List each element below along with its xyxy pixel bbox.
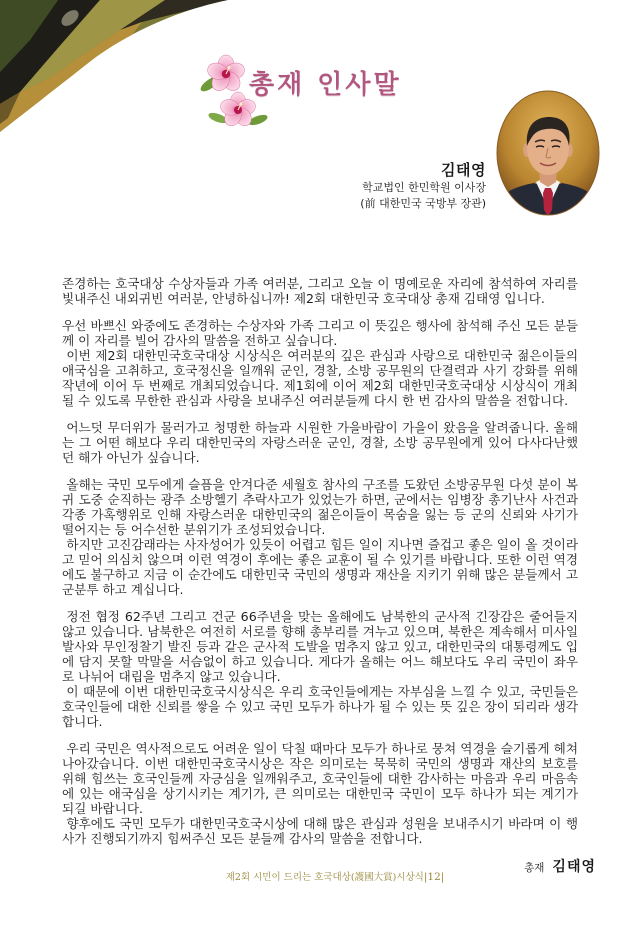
greeting-body (62, 276, 578, 846)
greeting-paragraph: 이번 제2회 대한민국호국대상 시상식은 여러분의 깊은 관심과 사랑으로 대한민국 젊은이들의 애국심을 고취하고, 호국정신을 일깨워 군인, 경찰, 소방 공무원의 단결력과 사기 강화를 위해 작년에 이어 두 번째로 개최되었습니다. 제1회에 이어 제2회 대한민국호국대상 시상식이 개최될 수 있도록 무한한 관심과 사랑을 보내주신 여러분들께 다시 한 번 감사의 말씀을 전합니다. (62, 348, 578, 408)
profile-block (286, 161, 486, 212)
greeting-section (62, 318, 578, 408)
page-number: |12| (423, 871, 445, 883)
page-title: 총재 인사말 (249, 70, 402, 100)
profile-position: 학교법인 한민학원 이사장 (362, 181, 486, 194)
greeting-paragraph: 어느덧 무더위가 물러가고 청명한 하늘과 시원한 가을바람이 가을이 왔음을 알려줍니다. 올해는 그 어떤 해보다 우리 대한민국의 자랑스러운 군인, 경찰, 소방 공무원에게 있어 다사다난했던 해가 아닌가 싶습니다. (62, 420, 578, 465)
greeting-paragraph: 향후에도 국민 모두가 대한민국호국시상에 대해 많은 관심과 성원을 보내주시기 바라며 이 행사가 진행되기까지 힘써주신 모든 분들께 감사의 말씀을 전합니다. (62, 816, 578, 846)
corner-brush-decoration (0, 0, 230, 135)
greeting-paragraph: 올해는 국민 모두에게 슬픔을 안겨다준 세월호 참사의 구조를 도왔던 소방공무원 다섯 분이 복귀 도중 순직하는 광주 소방헬기 추락사고가 있었는가 하면, 군에서는 임병장 총기난사 사건과 각종 가혹행위로 인해 자랑스러운 대한민국의 젊은이들이 목숨을 잃는 등 군의 신뢰와 사기가 떨어지는 등 어수선한 분위기가 조성되었습니다. (62, 477, 578, 537)
signature-role: 총재 (524, 862, 545, 874)
signature (524, 857, 596, 877)
corner-brush-strokes (0, 0, 230, 135)
footer (185, 870, 485, 885)
greeting-paragraph: 정전 협정 62주년 그리고 건군 66주년을 맞는 올해에도 남북한의 군사적 긴장감은 줄어들지 않고 있습니다. 남북한은 여전히 서로를 향해 총부리를 겨누고 있으며, 북한은 계속해서 미사일 발사와 무인정찰기 발진 등과 같은 군사적 도발을 멈추지 않고 있고, 대한민국의 대통령께도 입에 담지 못할 막말을 서슴없이 하고 있습니다. 게다가 올해는 어느 해보다도 우리 국민이 좌우로 나뉘어 대립을 멈추지 않고 있습니다. (62, 609, 578, 684)
greeting-section (62, 276, 578, 306)
greeting-section (62, 741, 578, 846)
greeting-paragraph: 우리 국민은 역사적으로도 어려운 일이 닥칠 때마다 모두가 하나로 뭉쳐 역경을 슬기롭게 헤쳐 나아갔습니다. 이번 대한민국호국시상은 작은 의미로는 묵묵히 국민의 생명과 재산의 보호를 위해 힘쓰는 호국인들께 자긍심을 일깨워주고, 호국인들에 대한 감사하는 마음과 우리 마음속에 있는 애국심을 상기시키는 계기가, 큰 의미로는 대한민국 국민이 모두 하나가 되는 계기가 되길 바랍니다. (62, 741, 578, 816)
greeting-paragraph: 우선 바쁘신 와중에도 존경하는 수상자와 가족 그리고 이 뜻깊은 행사에 참석해 주신 모든 분들께 이 자리를 빌어 감사의 말씀을 전하고 싶습니다. (62, 318, 578, 348)
footer-event-title: 제2회 시민이 드리는 호국대상(護國大賞)시상식 (225, 872, 424, 883)
portrait-photo (496, 90, 600, 216)
greeting-section (62, 420, 578, 465)
greeting-section (62, 477, 578, 597)
greeting-section (62, 609, 578, 729)
greeting-paragraph: 하지만 고진감래라는 사자성어가 있듯이 어렵고 힘든 일이 지나면 즐겁고 좋은 일이 올 것이라고 믿어 의심치 않으며 이런 역경이 후에는 좋은 교훈이 될 수 있기를 바랍니다. 또한 이런 역경에도 불구하고 지금 이 순간에도 대한민국 국민의 생명과 재산을 지키기 위해 많은 분들께서 고군분투 하고 계십니다. (62, 537, 578, 597)
greeting-paragraph: 이 때문에 이번 대한민국호국시상식은 우리 호국인들에게는 자부심을 느낄 수 있고, 국민들은 호국인들에 대한 신뢰를 쌓을 수 있고 국민 모두가 하나가 될 수 있는 뜻 깊은 장이 되리라 생각합니다. (62, 684, 578, 729)
profile-former-position: (前 대한민국 국방부 장관) (360, 197, 486, 210)
signature-name: 김태영 (552, 859, 596, 875)
profile-name: 김태영 (441, 161, 486, 179)
greeting-paragraph: 존경하는 호국대상 수상자들과 가족 여러분, 그리고 오늘 이 명예로운 자리에 참석하여 자리를 빛내주신 내외귀빈 여러분, 안녕하십니까! 제2회 대한민국 호국대상 총재 김태영 입니다. (62, 276, 578, 306)
